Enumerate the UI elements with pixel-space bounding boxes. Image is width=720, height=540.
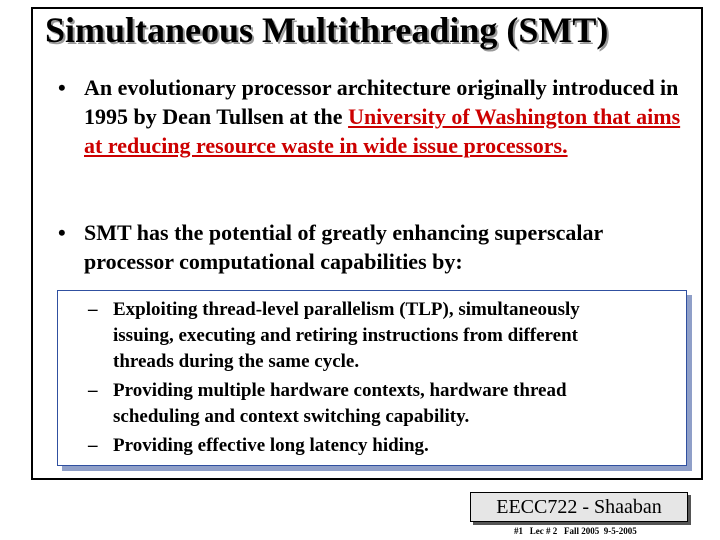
slide-title: Simultaneous Multithreading (SMT): [45, 10, 609, 50]
sub-item-line: scheduling and context switching capability.: [113, 406, 470, 427]
sub-points-box: [57, 290, 687, 466]
sub-item-marker: –: [88, 380, 98, 401]
sub-item-line: Providing effective long latency hiding.: [113, 435, 429, 456]
course-badge: EECC722 - Shaaban: [470, 492, 688, 522]
slide-footer: #1 Lec # 2 Fall 2005 9-5-2005: [514, 526, 637, 536]
sub-item-line: Providing multiple hardware contexts, hardware thread: [113, 380, 567, 401]
bullet-marker: •: [58, 75, 66, 100]
bullet-text-plain: An evolutionary processor architecture originally introduced in 1995 by Dean Tullsen at the: [84, 75, 679, 129]
sub-item-line: threads during the same cycle.: [113, 351, 360, 372]
bullet-text: SMT has the potential of greatly enhancing superscalar processor computational capabilities by:: [84, 220, 603, 274]
bullet-text: [84, 73, 684, 160]
sub-item-marker: –: [88, 435, 98, 456]
sub-item-marker: –: [88, 299, 98, 320]
bullet-text-highlight: University of Washington that aims at reducing resource waste in wide issue processors.: [84, 104, 681, 158]
bullet-marker: •: [58, 220, 66, 245]
sub-item-line: issuing, executing and retiring instructions from different: [113, 325, 578, 346]
sub-item-line: Exploiting thread-level parallelism (TLP), simultaneously: [113, 299, 580, 320]
